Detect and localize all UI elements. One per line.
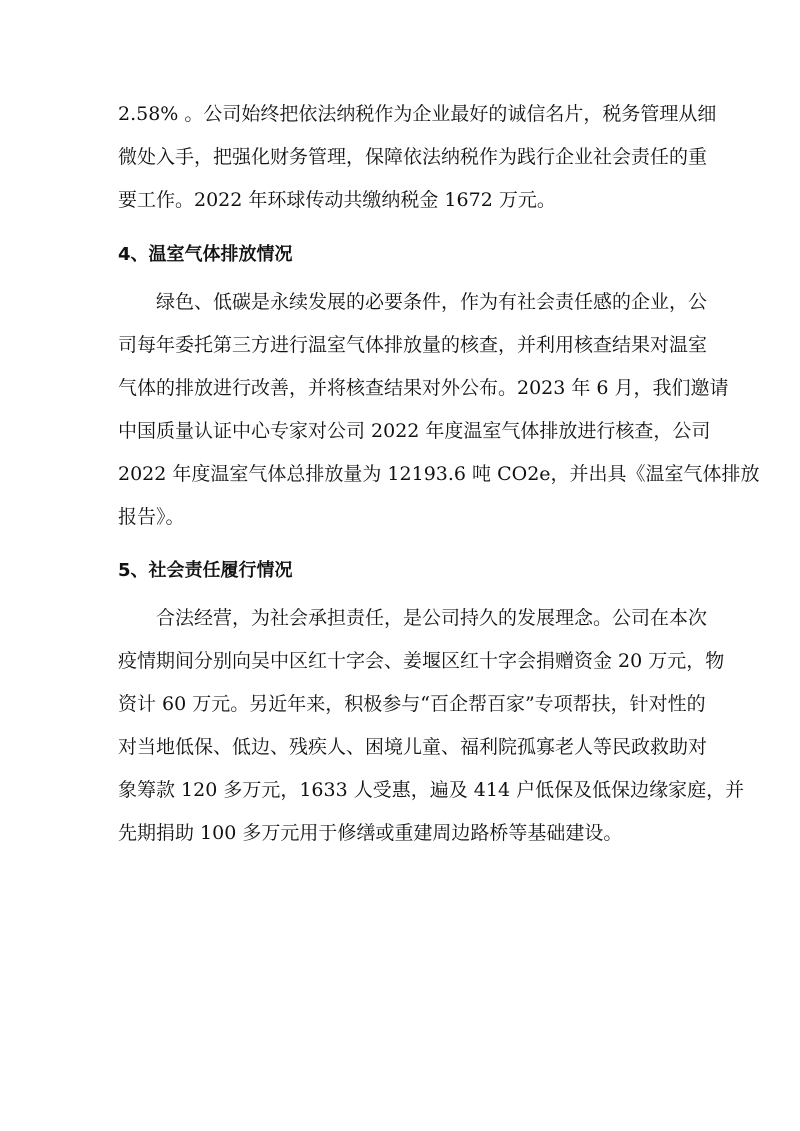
- paragraph-line: 象筹款 120 多万元，1633 人受惠，遍及 414 户低保及低保边缘家庭，并: [118, 779, 745, 801]
- paragraph-line: 2.58% 。公司始终把依法纳税作为企业最好的诚信名片，税务管理从细: [118, 103, 717, 125]
- paragraph-line: 要工作。2022 年环球传动共缴纳税金 1672 万元。: [118, 189, 556, 211]
- section-heading-4: 4、温室气体排放情况: [118, 244, 293, 265]
- paragraph-line: 绿色、低碳是永续发展的必要条件，作为有社会责任感的企业，公: [156, 291, 708, 313]
- paragraph-line: 合法经营，为社会承担责任，是公司持久的发展理念。公司在本次: [156, 607, 708, 629]
- section-heading-5: 5、社会责任履行情况: [118, 560, 293, 581]
- paragraph-line: 中国质量认证中心专家对公司 2022 年度温室气体排放进行核查，公司: [118, 420, 711, 442]
- paragraph-line: 微处入手，把强化财务管理，保障依法纳税作为践行企业社会责任的重: [118, 146, 708, 168]
- paragraph-line: 对当地低保、低边、残疾人、困境儿童、福利院孤寡老人等民政救助对: [118, 736, 708, 758]
- paragraph-line: 司每年委托第三方进行温室气体排放量的核查，并利用核查结果对温室: [118, 334, 708, 356]
- paragraph-line: 报告》。: [118, 506, 185, 528]
- paragraph-line: 资计 60 万元。另近年来，积极参与“百企帮百家”专项帮扶，针对性的: [118, 693, 706, 715]
- paragraph-line: 疫情期间分别向吴中区红十字会、姜堰区红十字会捐赠资金 20 万元，物: [118, 650, 725, 672]
- paragraph-line: 气体的排放进行改善，并将核查结果对外公布。2023 年 6 月，我们邀请: [118, 377, 729, 399]
- paragraph-line: 2022 年度温室气体总排放量为 12193.6 吨 CO2e，并出具《温室气体排放: [118, 463, 760, 485]
- paragraph-line: 先期捐助 100 多万元用于修缮或重建周边路桥等基础建设。: [118, 822, 623, 844]
